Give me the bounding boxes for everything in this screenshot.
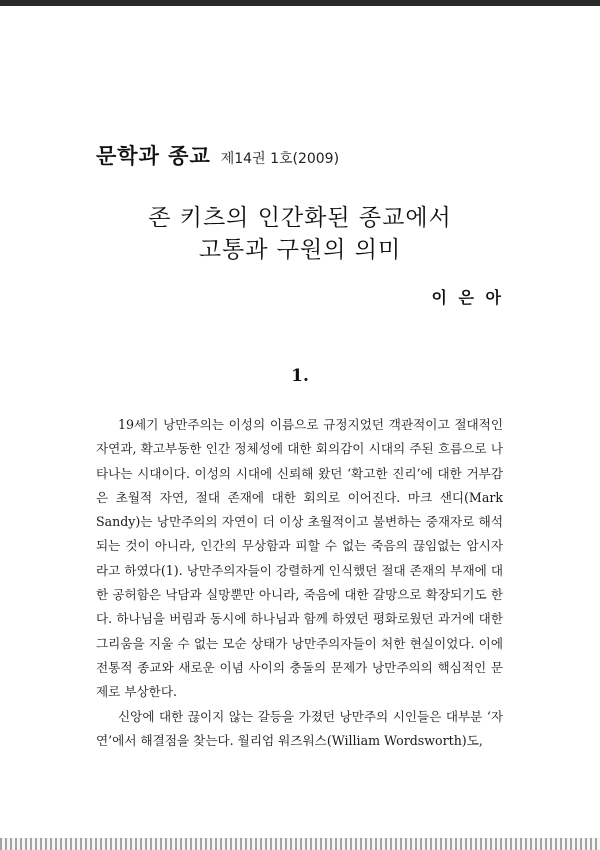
article-body: [96, 413, 503, 753]
journal-header: [96, 140, 339, 170]
journal-name: 문학과 종교: [96, 144, 211, 168]
article-title-line-2: 고통과 구원의 의미: [198, 237, 402, 263]
journal-issue: 제14권 1호(2009): [220, 151, 340, 167]
body-paragraph: 신앙에 대한 끊이지 않는 갈등을 가졌던 낭만주의 시인들은 대부분 ‘자연’에서 해결점을 찾는다. 월리엄 워즈워스(William Wordsworth)도,: [96, 708, 503, 748]
bottom-scan-edge: [0, 838, 600, 850]
top-scan-edge: [0, 0, 600, 6]
body-paragraph: 19세기 낭만주의는 이성의 이름으로 규정지었던 객관적이고 절대적인 자연과, 확고부동한 인간 정체성에 대한 회의감이 시대의 주된 흐름으로 나타나는 시대이다. 이성의 시대에 신뢰해 왔던 ‘확고한 진리’에 대한 거부감은 초월적 자연, 절대 존재에 대한 회의로 이어진다. 마크 샌디(Mark Sandy)는 낭만주의의 자연이 더 이상 초월적이고 불변하는 중재자로 해석되는 것이 아니라, 인간의 무상함과 피할 수 없는 죽음의 끊임없는 암시자라고 하였다(1). 낭만주의자들이 강렬하게 인식했던 절대 존재의 부재에 대한 공허함은 낙담과 실망뿐만 아니라, 죽음에 대한 갈망으로 확장되기도 한다. 하나님을 버림과 동시에 하나님과 함께 하였던 평화로웠던 과거에 대한 그리움을 지울 수 없는 모순 상태가 낭만주의자들이 처한 현실이었다. 이에 전통적 종교와 새로운 이념 사이의 충돌의 문제가 낭만주의의 핵심적인 문제로 부상한다.: [96, 417, 503, 700]
author-name: 이 은 아: [431, 288, 504, 307]
article-title-line-1: 존 키츠의 인간화된 종교에서: [148, 205, 452, 231]
section-heading: 1.: [291, 366, 309, 386]
